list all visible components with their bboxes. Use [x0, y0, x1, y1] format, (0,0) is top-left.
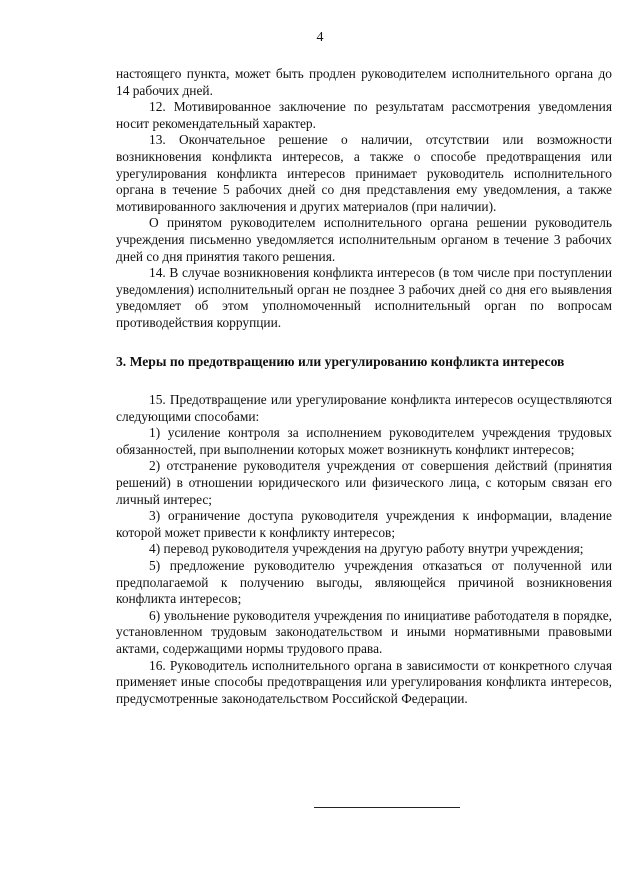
- list-item-4: 4) перевод руководителя учреждения на другую работу внутри учреждения;: [149, 541, 584, 557]
- paragraph-continuation: настоящего пункта, может быть продлен руководителем исполнительного органа до 14 рабочих дней.: [116, 66, 612, 98]
- list-item-5: 5) предложение руководителю учреждения отказаться от полученной или предполагаемой к получению выгоды, являющейся причиной возникновения конфликта интересов;: [116, 558, 612, 607]
- section-heading: 3. Меры по предотвращению или урегулированию конфликта интересов: [116, 353, 565, 369]
- paragraph-16: 16. Руководитель исполнительного органа в зависимости от конкретного случая применяет иные способы предотвращения или урегулирования конфликта интересов, предусмотренные законодательством Российской Федерации.: [116, 657, 612, 706]
- page-number: 4: [316, 30, 324, 45]
- list-item-6: 6) увольнение руководителя учреждения по инициативе работодателя в порядке, установленном трудовым законодательством и иными нормативными правовыми актами, содержащими нормы трудового права.: [116, 607, 612, 656]
- document-body: [116, 66, 612, 707]
- list-item-3: 3) ограничение доступа руководителя учреждения к информации, владение которой может привести к конфликту интересов;: [116, 508, 612, 540]
- paragraph-13: 13. Окончательное решение о наличии, отсутствии или возможности возникновения конфликта интересов, а также о способе предотвращения или урегулирования конфликта интересов принимает руководитель исполнительного органа в течение 5 рабочих дней со дня представления ему уведомления, а также мотивированного заключения и других материалов (при наличии).: [116, 132, 612, 214]
- list-item-1: 1) усиление контроля за исполнением руководителем учреждения трудовых обязанностей, при выполнении которых может возникнуть конфликт интересов;: [116, 425, 612, 457]
- paragraph-13-notification: О принятом руководителем исполнительного органа решении руководитель учреждения письменно уведомляется исполнительным органом в течение 3 рабочих дней со дня принятия такого решения.: [116, 215, 612, 264]
- list-item-2: 2) отстранение руководителя учреждения от совершения действий (принятия решений) в отношении юридического или физического лица, с которым связан его личный интерес;: [116, 458, 612, 507]
- paragraph-14: 14. В случае возникновения конфликта интересов (в том числе при поступлении уведомления) исполнительный орган не позднее 3 рабочих дней со дня его выявления уведомляет об этом уполномоченный исполнительный орган по вопросам противодействия коррупции.: [116, 265, 612, 330]
- paragraph-12: 12. Мотивированное заключение по результатам рассмотрения уведомления носит рекомендательный характер.: [116, 99, 612, 131]
- end-separator-line: [314, 807, 460, 808]
- paragraph-15: 15. Предотвращение или урегулирование конфликта интересов осуществляются следующими способами:: [116, 392, 612, 424]
